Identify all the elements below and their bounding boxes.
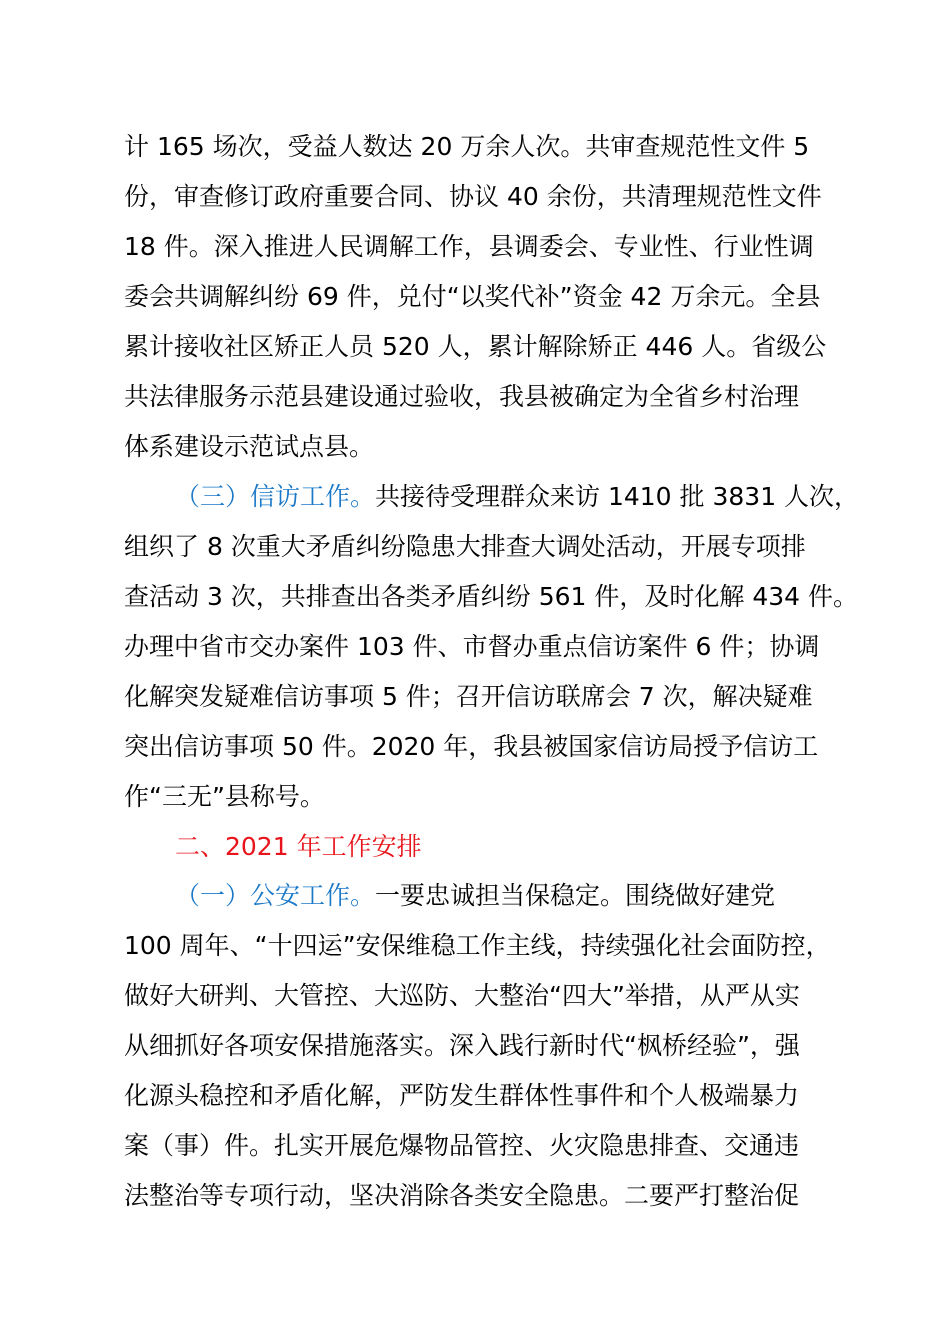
- paragraph-line: 18 件。深入推进人民调解工作，县调委会、专业性、行业性调: [124, 232, 814, 261]
- section-first-line: [175, 472, 895, 522]
- paragraph-line: 查活动 3 次，共排查出各类矛盾纠纷 561 件，及时化解 434 件。: [124, 582, 859, 611]
- paragraph-line: 累计接收社区矫正人员 520 人，累计解除矫正 446 人。省级公: [124, 332, 827, 361]
- paragraph-line: 办理中省市交办案件 103 件、市督办重点信访案件 6 件；协调: [124, 632, 820, 661]
- paragraph-line: 共法律服务示范县建设通过验收，我县被确定为全省乡村治理: [124, 382, 800, 411]
- section-heading-petitions: （三）信访工作。: [175, 482, 376, 511]
- paragraph-line: 做好大研判、大管控、大巡防、大整治“四大”举措，从严从实: [124, 981, 800, 1010]
- paragraph-line: 突出信访事项 50 件。2020 年，我县被国家信访局授予信访工: [124, 732, 819, 761]
- paragraph-line: 100 周年、“十四运”安保维稳工作主线，持续强化社会面防控，: [124, 931, 831, 960]
- part-heading: 二、2021 年工作安排: [175, 832, 422, 861]
- paragraph-line: 化解突发疑难信访事项 5 件；召开信访联席会 7 次，解决疑难: [124, 682, 813, 711]
- section-first-line: [175, 871, 895, 921]
- paragraph-line: 委会共调解纠纷 69 件，兑付“以奖代补”资金 42 万余元。全县: [124, 282, 821, 311]
- paragraph-line: 份，审查修订政府重要合同、协议 40 余份，共清理规范性文件: [124, 182, 822, 211]
- paragraph-line: 从细抓好各项安保措施落实。深入践行新时代“枫桥经验”，强: [124, 1031, 800, 1060]
- paragraph-line: 法整治等专项行动，坚决消除各类安全隐患。二要严打整治促: [124, 1181, 800, 1210]
- paragraph-line: 体系建设示范试点县。: [124, 432, 375, 461]
- section-text: 共接待受理群众来访 1410 批 3831 人次，: [375, 482, 860, 511]
- paragraph-line: 案（事）件。扎实开展危爆物品管控、火灾隐患排查、交通违: [124, 1131, 800, 1160]
- paragraph-line: 作“三无”县称号。: [124, 782, 325, 811]
- paragraph-line: 计 165 场次，受益人数达 20 万余人次。共审查规范性文件 5: [124, 132, 810, 161]
- section-text: 一要忠诚担当保稳定。围绕做好建党: [375, 881, 776, 910]
- paragraph-line: 化源头稳控和矛盾化解，严防发生群体性事件和个人极端暴力: [124, 1081, 800, 1110]
- section-heading-public-security: （一）公安工作。: [175, 881, 376, 910]
- paragraph-line: 组织了 8 次重大矛盾纠纷隐患大排查大调处活动，开展专项排: [124, 532, 806, 561]
